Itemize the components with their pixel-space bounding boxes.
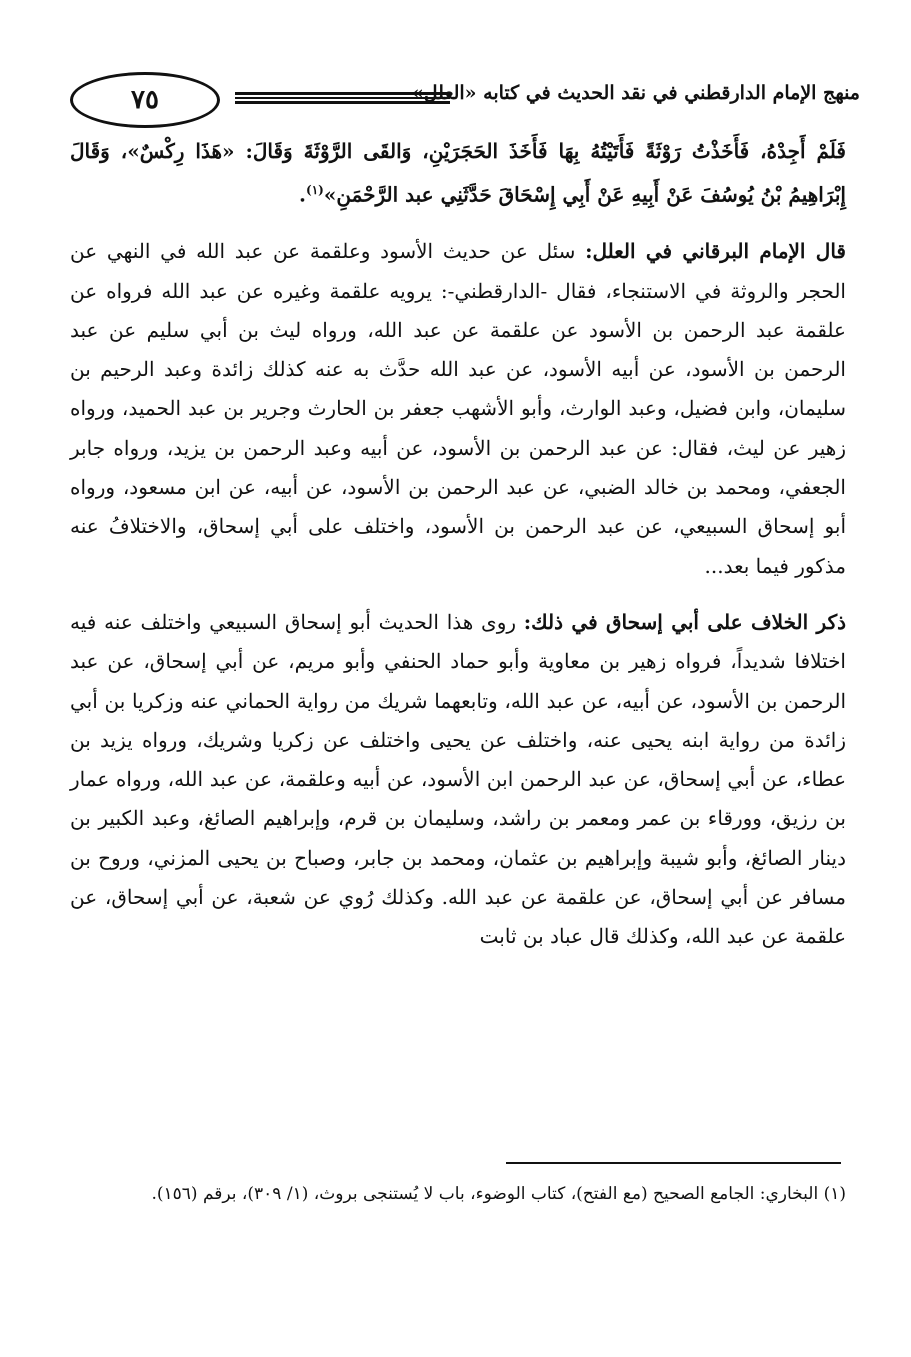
paragraph-3 <box>70 603 846 957</box>
footnote-1: (١) البخاري: الجامع الصحيح (مع الفتح)، كتاب الوضوء، باب لا يُستنجى بروث، (١/ ٣٠٩)، برقم (١٥٦). <box>151 1184 846 1204</box>
paragraph-text: فَلَمْ أَجِدْهُ، فَأَخَذْتُ رَوْثَةً فَأَتَيْتُهُ بِهَا فَأَخَذَ الحَجَرَيْنِ، وَالقَى الرَّوْثَةَ وَقَالَ: «هَذَا رِكْسٌ»، وَقَالَ إِبْرَاهِيمُ بْنُ يُوسُفَ عَنْ أَبِيهِ عَنْ أَبِي إِسْحَاقَ حَدَّثَنِي عبد الرَّحْمَنِ» <box>70 139 846 207</box>
page-number: ٧٥ <box>70 72 220 128</box>
footnotes <box>70 1178 846 1210</box>
paragraph-1: فَلَمْ أَجِدْهُ، فَأَخَذْتُ رَوْثَةً فَأَتَيْتُهُ بِهَا فَأَخَذَ الحَجَرَيْنِ، وَالقَى الرَّوْثَةَ وَقَالَ: «هَذَا رِكْسٌ»، وَقَالَ إِبْرَاهِيمُ بْنُ يُوسُفَ عَنْ أَبِيهِ عَنْ أَبِي إِسْحَاقَ حَدَّثَنِي عبد الرَّحْمَنِ»$^{(١)}$. <box>70 139 846 207</box>
main-text <box>70 132 846 957</box>
paragraph-lead: قال الإمام البرقاني في العلل: <box>585 239 846 264</box>
running-title: منهج الإمام الدارقطني في نقد الحديث في كتابه «العلل» <box>411 82 860 104</box>
paragraph-text: روى هذا الحديث أبو إسحاق السبيعي واختلف عنه فيه اختلافا شديداً، فرواه زهير بن معاوية وأبو حماد الحنفي وأبو مريم، عن أبي إسحاق، عن عبد الرحمن بن الأسود، عن أبيه، عن عبد الله، وتابعهما شريك من رواية الحماني عنه وزكريا بن أبي زائدة من رواية ابنه يحيى عنه، واختلف عن يحيى واختلف عن زكريا وشريك، ورواه يزيد بن عطاء، عن أبي إسحاق، عن عبد الرحمن ابن الأسود، عن أبيه وعلقمة، عن عبد الله، ورواه عمار بن رزيق، وورقاء بن عمر ومعمر بن راشد، وسليمان بن قرم، وإبراهيم الصائغ، وعبد الكبير بن دينار الصائغ، وأبو شيبة وإبراهيم بن عثمان، ومحمد بن جابر، وصباح بن يحيى المزني، وروح بن مسافر عن أبي إسحاق، عن علقمة عن عبد الله. وكذلك رُوي عن شعبة، عن أبي إسحاق، عن علقمة عن عبد الله، وكذلك قال عباد بن ثابت <box>70 609 846 949</box>
page-header <box>60 70 860 130</box>
footnote-ref: (١) <box>306 183 324 198</box>
footnote-divider <box>506 1162 841 1164</box>
paragraph-2 <box>70 232 846 586</box>
paragraph-text: سئل عن حديث الأسود وعلقمة عن عبد الله في النهي عن الحجر والروثة في الاستنجاء، فقال -الدارقطني-: يرويه علقمة وغيره عن عبد الله فرواه عن علقمة عبد الرحمن بن الأسود عن علقمة عن عبد الله، ورواه ليث بن أبي سليم عن عبد الرحمن بن الأسود، عن أبيه الأسود، عن عبد الله حدَّث به عنه كذلك زائدة وعبد الرحيم بن سليمان، وابن فضيل، وعبد الوارث، وأبو الأشهب جعفر بن الحارث وجرير بن عبد الحميد، ورواه زهير عن ليث، فقال: عن عبد الرحمن بن الأسود، عن أبيه وعبد الرحمن بن يزيد، ورواه جابر الجعفي، ومحمد بن خالد الضبي، عن عبد الرحمن بن الأسود، عن أبيه، عن ابن مسعود، ورواه أبو إسحاق السبيعي، عن عبد الرحمن بن الأسود، واختلف على أبي إسحاق، والاختلافُ عنه مذكور فيما بعد... <box>70 239 846 578</box>
paragraph-lead: ذكر الخلاف على أبي إسحاق في ذلك: <box>523 609 846 634</box>
